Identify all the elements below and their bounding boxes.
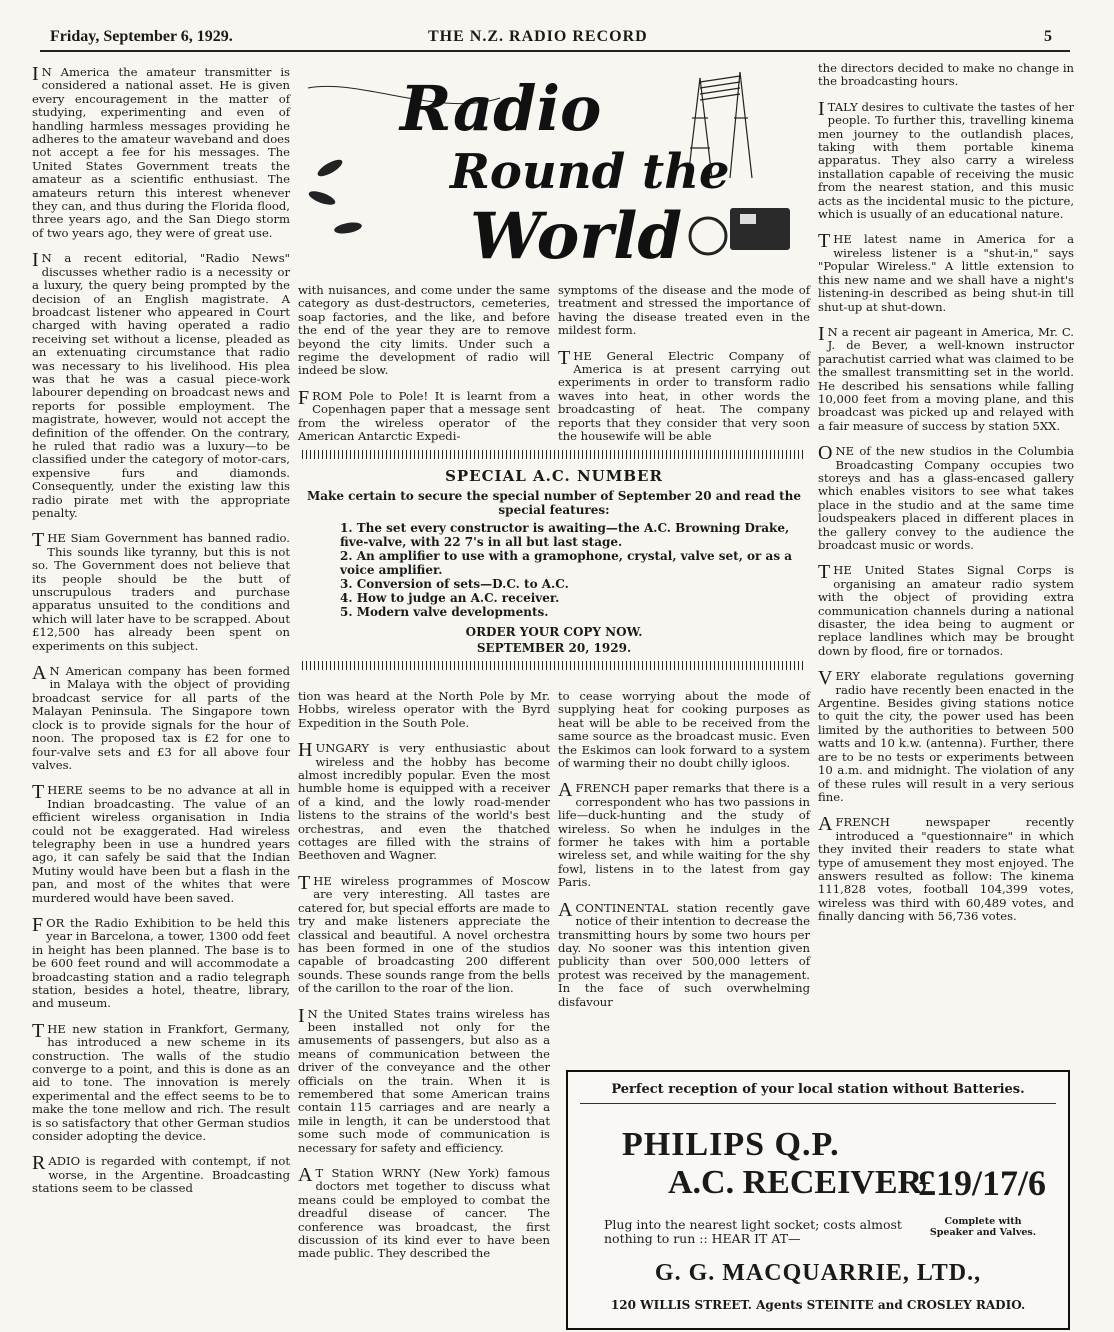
paragraph-text: HE Siam Government has banned radio. This sounds like tyranny, but this is not so. The Government does not believe that its people should be the butt of unscrupulous traders and purchase apparatus unsuited to the conditions and which will later have to be scrapped. About £12,500 has already been spent on experiments on this subject. [32, 531, 290, 653]
special-features-list [328, 521, 810, 619]
paragraph-text: NE of the new studios in the Columbia Broadcasting Company occupies two storeys and has a glass-encased gallery which enables visitors to see what takes place in the studio and at the same time loudspeakers placed in different places in the gallery convey to the audience the broadcast music or words. [818, 444, 1074, 552]
paragraph-text: HE new station in Frankfort, Germany, has introduced a new scheme in its construction. The walls of the studio converge to a point, and this is done as an aid to tone. The innovation is merely experimental and the effect seems to be to make the tone mellow and rich. The result is so satisfactory that other German studios consider adopting the device. [32, 1021, 290, 1144]
article-paragraph [818, 230, 1074, 314]
column-1 [32, 63, 290, 1208]
paragraph-text: HE United States Signal Corps is organising an amateur radio system with the object of providing extra communication channels during a national disaster, the idea being to augment or replace landlines which may be brought down by flood, fire or tornados. [818, 563, 1074, 658]
special-feature-item: 3. Conversion of sets—D.C. to A.C. [340, 577, 569, 591]
paragraph-text: ROM Pole to Pole! It is learnt from a Copenhagen paper that a message sent from the wireless operator of the American Antarctic Expedi- [298, 388, 550, 444]
article-paragraph [558, 898, 810, 1009]
radio-round-the-world-logo [300, 58, 808, 280]
paragraph-text: N the United States trains wireless has been installed not only for the amusements of passengers, but also as a means of communication between the driver of the conveyance and the other officials on the train. When it is remembered that some American trains contain 115 carriages and are nearly a mile in length, it can be understood that some such mode of communication is necessary for safety and efficiency. [298, 1006, 550, 1155]
special-feature-item: 1. The set every constructor is awaiting—the A.C. Browning Drake, five-valve, with 22 7's in all but last stage. [340, 521, 790, 549]
drop-cap: A [32, 662, 47, 685]
drop-cap: A [558, 898, 573, 921]
paragraph-text: N a recent air pageant in America, Mr. C. J. de Bever, a well-known instructor parachutist carried what was claimed to be the smallest transmitting set in the world. He described his sensations while falling 10,000 feet from a moving plane, and this broadcast was picked up and relayed with a fair measure of success by station 5XX. [818, 324, 1074, 433]
newspaper-title: THE N.Z. RADIO RECORD [428, 28, 648, 45]
drop-cap: T [298, 871, 311, 894]
article-paragraph [32, 249, 290, 520]
article-paragraph [298, 1164, 550, 1261]
article-paragraph [32, 1152, 290, 1196]
article-paragraph [32, 781, 290, 905]
philips-advertisement [566, 1070, 1070, 1330]
paragraph-text: N American company has been formed in Malaya with the object of providing broadcast service for all parts of the Malayan Peninsula. The Singapore town clock is to provide signals for the hour of noon. The proposed tax is £2 for one to four-valve sets and £3 for all above four valves. [32, 664, 290, 772]
paragraph-text: CONTINENTAL station recently gave notice of their intention to decrease the transmitting hours by some two hours per day. No sooner was this intention given publicity than over 500,000 letters of protest was received by the management. In the face of such overwhelming disfavour [558, 900, 810, 1009]
drop-cap: I [32, 249, 39, 272]
article-paragraph [298, 871, 550, 996]
ad-plug-text: Plug into the nearest light socket; costs almost nothing to run :: HEAR IT AT— [604, 1217, 902, 1246]
ad-company: G. G. MACQUARRIE, LTD., [654, 1260, 982, 1286]
column-4 [818, 62, 1074, 936]
paragraph-text: ERY elaborate regulations governing radio have recently been enacted in the Argentine. Besides giving stations notice to quit the city, the power used has been limited by the authorities to between 500 watts and 10 k.w. (antenna). Further, there are to be no tests or experiments between 10 a.m. and midnight. The violation of any of these rules will result in a very serious fine. [818, 669, 1074, 804]
article-paragraph [32, 63, 290, 240]
paragraph-text: FRENCH newspaper recently introduced a "questionnaire" in which they invited their readers to state what type of amusement they most enjoyed. The answers resulted as follow: The kinema 111,828 votes, football 104,399 votes, wireless was third with 60,489 votes, and finally dancing with 56,736 votes. [818, 815, 1074, 924]
article-paragraph [818, 667, 1074, 804]
article-paragraph [32, 662, 290, 772]
hatch-rule-top [302, 450, 806, 459]
drop-cap: T [32, 781, 45, 804]
paragraph-text: HE General Electric Company of America is at present carrying out experiments in order to transform radio waves into heat, in other words the broadcasting of heat. The company reports that they consider that very soon the housewife will be able [558, 348, 810, 444]
drop-cap: R [32, 1152, 46, 1175]
radio-set-icon [690, 208, 790, 254]
article-paragraph [558, 779, 810, 890]
article-paragraph [818, 322, 1074, 433]
article-paragraph [818, 97, 1074, 222]
drop-cap: I [818, 322, 825, 345]
paragraph-text: symptoms of the disease and the mode of treatment and stressed the importance of having the disease treated even in the mildest form. [558, 283, 810, 338]
drop-cap: A [298, 1164, 313, 1186]
paragraph-text: with nuisances, and come under the same category as dust-destructors, cemeteries, soap factories, and the like, and before the end of the year they are to remove beyond the city limits. Under such a regime the development of radio will indeed be slow. [298, 283, 550, 378]
paragraph-text: N America the amateur transmitter is considered a national asset. He is given every encouragement in the matter of studying, experimenting and even of handling harmless messages providing he adheres to the amateur waveband and does not accept a fee for his messages. The United States Government treats the amateur as a scientific enthusiast. The amateurs return this interest whenever they can, and thus during the Florida flood, three years ago, and the San Diego storm of two years ago, they were of great use. [32, 65, 290, 240]
article-paragraph [818, 561, 1074, 658]
article-paragraph [298, 1004, 550, 1155]
drop-cap: T [32, 529, 45, 552]
article-paragraph [32, 529, 290, 653]
issue-date: Friday, September 6, 1929. [50, 28, 233, 45]
paragraph-text: HE latest name in America for a wireless listener is a "shut-in," says "Popular Wireless." A little extension to this new name and we shall have a night's listening-in described as being shut-in till shut-up at shut-down. [818, 232, 1074, 314]
article-paragraph [32, 913, 290, 1011]
article-paragraph [298, 690, 550, 730]
paragraph-text: the directors decided to make no change in the broadcasting hours. [818, 61, 1074, 89]
page-number: 5 [1044, 28, 1052, 45]
article-paragraph [818, 442, 1074, 552]
paragraph-text: HERE seems to be no advance at all in Indian broadcasting. The value of an efficient wireless organisation in India could not be exaggerated. Had wireless telegraphy been in use a hundred years ago, it can safely be said that the Indian Mutiny would have been but a flash in the pan, and most of the whites that were murdered would have been saved. [32, 783, 290, 905]
column-2-bottom [298, 690, 550, 1273]
special-feature-item: 2. An amplifier to use with a gramophone, crystal, valve set, or as a voice amplifier. [340, 549, 793, 577]
special-ac-number-panel [298, 450, 810, 680]
article-paragraph [558, 346, 810, 444]
article-paragraph [558, 690, 810, 770]
article-paragraph [298, 739, 550, 863]
paragraph-text: T Station WRNY (New York) famous doctors met together to discuss what means could be employed to combat the dreadful disease of cancer. The conference was broadcast, the first discussion of its kind ever to have been made public. They described the [298, 1166, 550, 1261]
hatch-rule-bottom [302, 661, 806, 670]
paragraph-text: tion was heard at the North Pole by Mr. Hobbs, wireless operator with the Byrd Expedition in the South Pole. [298, 689, 550, 730]
logo-world: World [470, 199, 683, 274]
drop-cap: T [32, 1019, 45, 1042]
paragraph-text: to cease worrying about the mode of supplying heat for cooking purposes as heat will be able to be received from the same source as the broadcast music. Even the Eskimos can look forward to a system of warming their no doubt chilly igloos. [558, 689, 810, 771]
paragraph-text: OR the Radio Exhibition to be held this year in Barcelona, a tower, 1300 odd feet in height has been planned. The base is to be 600 feet round and will accommodate a broadcasting station and a radio telegraph station, besides a hotel, theatre, library, and museum. [32, 915, 290, 1011]
paragraph-text: HE wireless programmes of Moscow are very interesting. All tastes are catered for, but special efforts are made to try and make listeners appreciate the classical and beautiful. A novel orchestra has been formed in one of the studios capable of broadcasting 200 different sounds. These sounds range from the bells of the carillon to the roar of the lion. [298, 873, 550, 996]
paragraph-text: TALY desires to cultivate the tastes of her people. To further this, travelling kinema men journey to the outlandish places, taking with them portable kinema apparatus. They also carry a wireless installation capable of receiving the music from the nearest station, and this music acts as the incidental music to the picture, which is usually of an educational nature. [818, 99, 1074, 222]
paragraph-text: ADIO is regarded with contempt, if not worse, in the Argentine. Broadcasting stations seem to be classed [32, 1154, 290, 1196]
header-rule [40, 50, 1070, 52]
article-paragraph [558, 284, 810, 338]
drop-cap: H [298, 739, 313, 762]
special-feature-item: 5. Modern valve developments. [340, 605, 549, 619]
logo-radio: Radio [400, 72, 602, 145]
paragraph-text: N a recent editorial, "Radio News" discusses whether radio is a necessity or a luxury, the query being prompted by the decision of an English magistrate. A broadcast listener who appeared in Court charged with having operated a radio receiving set without a license, pleaded as an extenuating circumstance that radio was necessary to his livelihood. His plea was that he was a casual piece-work labourer depending on broadcast news and reports for possible employment. The magistrate, however, would not accept the definition of the offender. On the contrary, he ruled that radio was a luxury—to be classified under the category of motor-cars, expensive furs and diamonds. Consequently, under the existing law this radio pirate met with the appropriate penalty. [32, 251, 290, 520]
column-3-top [558, 284, 810, 455]
article-paragraph [818, 62, 1074, 89]
paragraph-text: FRENCH paper remarks that there is a correspondent who has two passions in life—duck-hunting and the study of wireless. So when he indulges in the former he takes with him a portable wireless set, and while waiting for the shy fowl, listens in to the latest from gay Paris. [558, 781, 810, 890]
special-title: SPECIAL A.C. NUMBER [445, 467, 663, 485]
drop-cap: I [298, 1004, 305, 1027]
article-paragraph [818, 813, 1074, 924]
drop-cap: O [818, 442, 833, 465]
special-intro: Make certain to secure the special number of September 20 and read the special features: [306, 489, 801, 517]
ad-product-line2: A.C. RECEIVER [668, 1164, 923, 1201]
ad-tagline: Perfect reception of your local station without Batteries. [580, 1082, 1056, 1104]
order-copy: ORDER YOUR COPY NOW. [465, 625, 643, 639]
ad-complete-with: Complete with Speaker and Valves. [929, 1216, 1037, 1238]
drop-cap: I [818, 97, 825, 120]
article-paragraph [298, 284, 550, 378]
order-date: SEPTEMBER 20, 1929. [476, 641, 632, 655]
column-2-top [298, 284, 550, 455]
drop-cap: V [818, 667, 833, 690]
drop-cap: A [818, 813, 833, 836]
page-header [50, 28, 1060, 48]
drop-cap: T [818, 230, 831, 253]
drop-cap: A [558, 779, 573, 802]
drop-cap: T [818, 561, 831, 584]
paragraph-text: UNGARY is very enthusiastic about wireless and the hobby has become almost incredibly popular. Even the most humble home is equipped with a receiver of a kind, and the lowly road-mender listens to the strains of the world's best orchestras, and even the thatched cottages are filled with the strains of Beethoven and Wagner. [298, 741, 550, 863]
special-feature-item: 4. How to judge an A.C. receiver. [340, 591, 560, 605]
article-paragraph [298, 386, 550, 444]
column-3-bottom [558, 690, 810, 1021]
drop-cap: F [32, 913, 44, 936]
logo-round-the: Round the [450, 144, 730, 200]
drop-cap: I [32, 63, 39, 85]
drop-cap: T [558, 346, 571, 369]
article-paragraph [32, 1019, 290, 1144]
ad-price: £19/17/6 [918, 1163, 1047, 1203]
ad-product-line1: PHILIPS Q.P. [622, 1126, 840, 1163]
ad-address: 120 WILLIS STREET. Agents STEINITE and CROSLEY RADIO. [610, 1298, 1026, 1312]
logo-illustration [300, 58, 808, 280]
drop-cap: F [298, 386, 310, 409]
